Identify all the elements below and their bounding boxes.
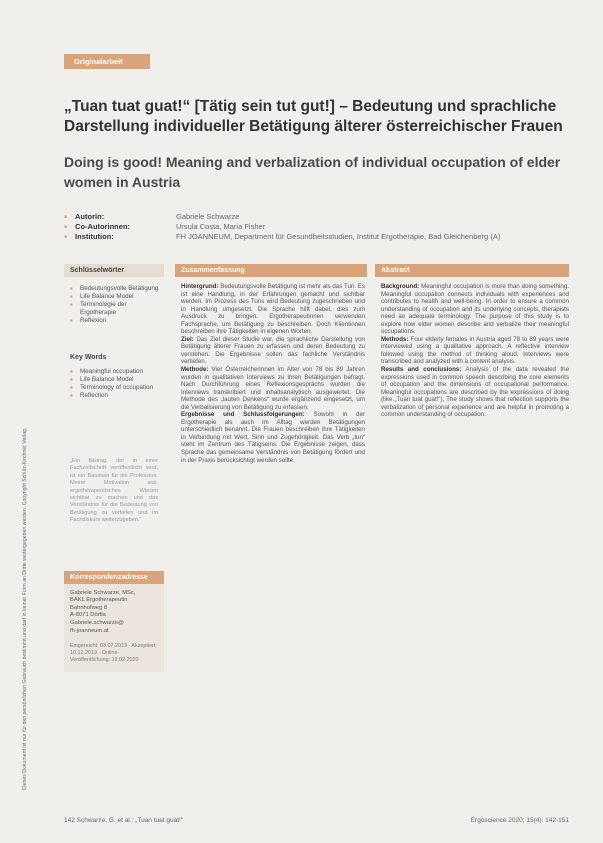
zusammenfassung-body <box>181 283 365 723</box>
submission-dates: Eingereicht: 03.07.2019 · Akzeptiert: 10.12.2019 · Online-Veröffentlichung: 19.02.2020 <box>70 643 157 663</box>
list-item: ■ Reflexion <box>70 317 164 325</box>
list-item: ■ Life Balance Model <box>70 293 164 301</box>
meta-value: Ursula Costa, Maria Fisher <box>176 222 266 231</box>
abstract-body <box>381 283 569 643</box>
paragraph-lead: Background: <box>381 283 420 290</box>
keywords-en-list <box>64 364 164 400</box>
abstract-paragraph <box>381 336 569 366</box>
paragraph-text: Bedeutungsvolle Betätigung ist mehr als das Tun. Es ist eine Handlung, in der Erfahrungen gemacht und sichtbar werden. Im Prozess des Tuns wird Bedeutung zugeschrieben und in Handlung umgesetzt. Die Sprache hilft dabei, dies zum Ausdruck zu bringen. Ergotherapeutinnen verwenden Fachsprache, um Betätigung zu beschreiben. Doch Klientinnen beschreiben ihre Tätigkeiten in eigenen Worten. <box>181 283 365 336</box>
meta-row-institution <box>64 232 584 242</box>
author-quote: „Ein Beitrag, der in einer Fachzeitschrift veröffentlicht wird, ist ein Baustein für die Profession. Meine Motivation war, ergotherapeutisches Wissen sichtbar zu machen und das Verständnis für die Bedeutung von Betätigung zu vertiefen und im Fachdiskurs weiterzugeben.“ <box>70 458 158 524</box>
abstract-paragraph <box>381 283 569 336</box>
list-item: ■ Terminologie der Ergotherapie <box>70 301 164 317</box>
abstract-heading: Abstract <box>375 264 569 277</box>
address-line: Gabriele Schwarze, MSc, <box>70 589 136 596</box>
paragraph-text: Four elderly females in Austria aged 78 to 89 years were interviewed using a qualitative approach. A reflective interview followed using the method of thinking aloud. Interviews were transcribed and analyzed with a content analysis. <box>381 335 569 366</box>
paragraph-lead: Methode: <box>181 366 209 374</box>
meta-key: ■ Institution: <box>64 232 176 242</box>
paragraph-text: Meaningful occupation is more than doing something. Meaningful occupation connects individuals with experiences and contributes to health and well-being. In order to ensure a common understanding of occupation and its underlying concepts, therapists need an adequate terminology. The purpose of this study is to explore how elder women describe and verbalize their meaningful occupations. <box>381 283 569 336</box>
paragraph-text: Sowohl in der Ergotherapie als auch im Alltag werden Betätigungen unterschiedlich benannt. Die Frauen beschreiben ihre Tätigkeiten in Verbindung mit Wert, Sinn und Zugehörigkeit. Das Verb „tun“ steht im Zentrum des Tätigseins. Die Ergebnisse zeigen, dass Sprache das gemeinsame Verständnis von Betätigung fördert und in der Praxis berücksichtigt werden sollte. <box>181 411 365 464</box>
abstract-paragraph <box>181 283 365 336</box>
abstract-paragraph <box>181 411 365 464</box>
paragraph-lead: Methods: <box>381 335 409 343</box>
address-line: Bahnhofweg 8 <box>70 604 108 611</box>
list-item: ■ Terminology of occupation <box>70 384 164 392</box>
footer-left: 142 Schwarze, G. et al.: „Tuan tuat guat!“ <box>64 817 183 824</box>
zusammenfassung-heading: Zusammenfassung <box>175 264 367 277</box>
abstract-paragraph <box>181 366 365 411</box>
list-item: ■ Life Balance Model <box>70 376 164 384</box>
correspondence-heading: Korrespondenzadresse <box>64 571 164 584</box>
list-item: ■ Bedeutungsvolle Betätigung <box>70 285 164 293</box>
meta-value: Gabriele Schwarze <box>176 212 240 221</box>
address-line: BAKL Ergotherapeutin <box>70 597 128 604</box>
paragraph-lead: Ergebnisse und Schlussfolgerungen: <box>181 411 305 419</box>
paragraph-lead: Results and conclusions: <box>381 366 462 374</box>
section-label: Originalarbeit <box>64 54 150 69</box>
keywords-de-heading: Schlüsselwörter <box>64 264 164 277</box>
meta-row-author <box>64 212 584 222</box>
title-english: Doing is good! Meaning and verbalization of individual occupation of elder women in Austria <box>64 154 561 190</box>
correspondence-box <box>64 571 164 672</box>
list-item: ■ Meaningful occupation <box>70 368 164 376</box>
address-line: Gabriele.schwarze@ <box>70 620 124 627</box>
meta-value: FH JOANNEUM, Department für Gesundheitsstudien, Institut Ergotherapie, Bad Gleichenberg (A) <box>176 232 501 241</box>
correspondence-address <box>64 584 164 672</box>
keywords-de-list <box>64 277 164 325</box>
copyright-side-note <box>22 70 32 790</box>
left-sidebar <box>64 264 164 672</box>
meta-key: ■ Co-Autorinnen: <box>64 222 176 232</box>
footer-right: Ergoscience 2020; 15(4): 142-151 <box>470 817 569 824</box>
abstract-paragraph <box>181 336 365 366</box>
paragraph-lead: Ziel: <box>181 335 194 343</box>
paragraph-text: Das Ziel dieser Studie war, die sprachliche Darstellung von Betätigung älterer Frauen zu erfassen und deren Bedeutung zu verstehen. Die Ergebnisse sollen das fachliche Verständnis vertiefen. <box>181 335 365 366</box>
address-line: fh-joanneum.at <box>70 627 109 634</box>
address-line: A-8071 Dörfla <box>70 612 106 619</box>
abstract-paragraph <box>381 366 569 419</box>
meta-key: ■ Autorin: <box>64 212 176 222</box>
paragraph-text: Analysis of the data revealed the expressions used in common speech describing the core elements of occupation and the dimensions of occupational performance. Meaningful occupations are described by the expressions of doing (like „Tuan tuat guat!“). The study shows that reflection supports the verbalization of personal experience and are helpful in promoting a common understanding of occupation. <box>381 366 569 419</box>
title-german: „Tuan tuat guat!“ [Tätig sein tut gut!] – Bedeutung und sprachliche Darstellung individueller Betätigung älterer österreichischer Frauen <box>64 98 563 135</box>
list-item: ■ Reflection <box>70 392 164 400</box>
keywords-en-heading: Key Words <box>70 354 107 361</box>
author-meta <box>64 212 584 242</box>
paragraph-lead: Hintergrund: <box>181 283 219 290</box>
paragraph-text: Vier Österreicherinnen im Alter von 78 bis 89 Jahren wurden in qualitativen Interviews zu ihren Betätigungen befragt. Nach Durchführung eines Reflexionsgesprächs wurden die Interviews transkribiert und inhaltsanalytisch ausgewertet. Die Methode des „lauten Denkens“ wurde ergänzend eingesetzt, um die Verbalisierung von Betätigung zu erfassen. <box>181 366 365 411</box>
side-note-text: Dieses Dokument ist nur für den persönlichen Gebrauch bestimmt und darf in keiner Form an Dritte weitergegeben werden. Copyright Schulz-Kirchner Verlag <box>22 429 28 790</box>
meta-row-coauthors <box>64 222 584 232</box>
